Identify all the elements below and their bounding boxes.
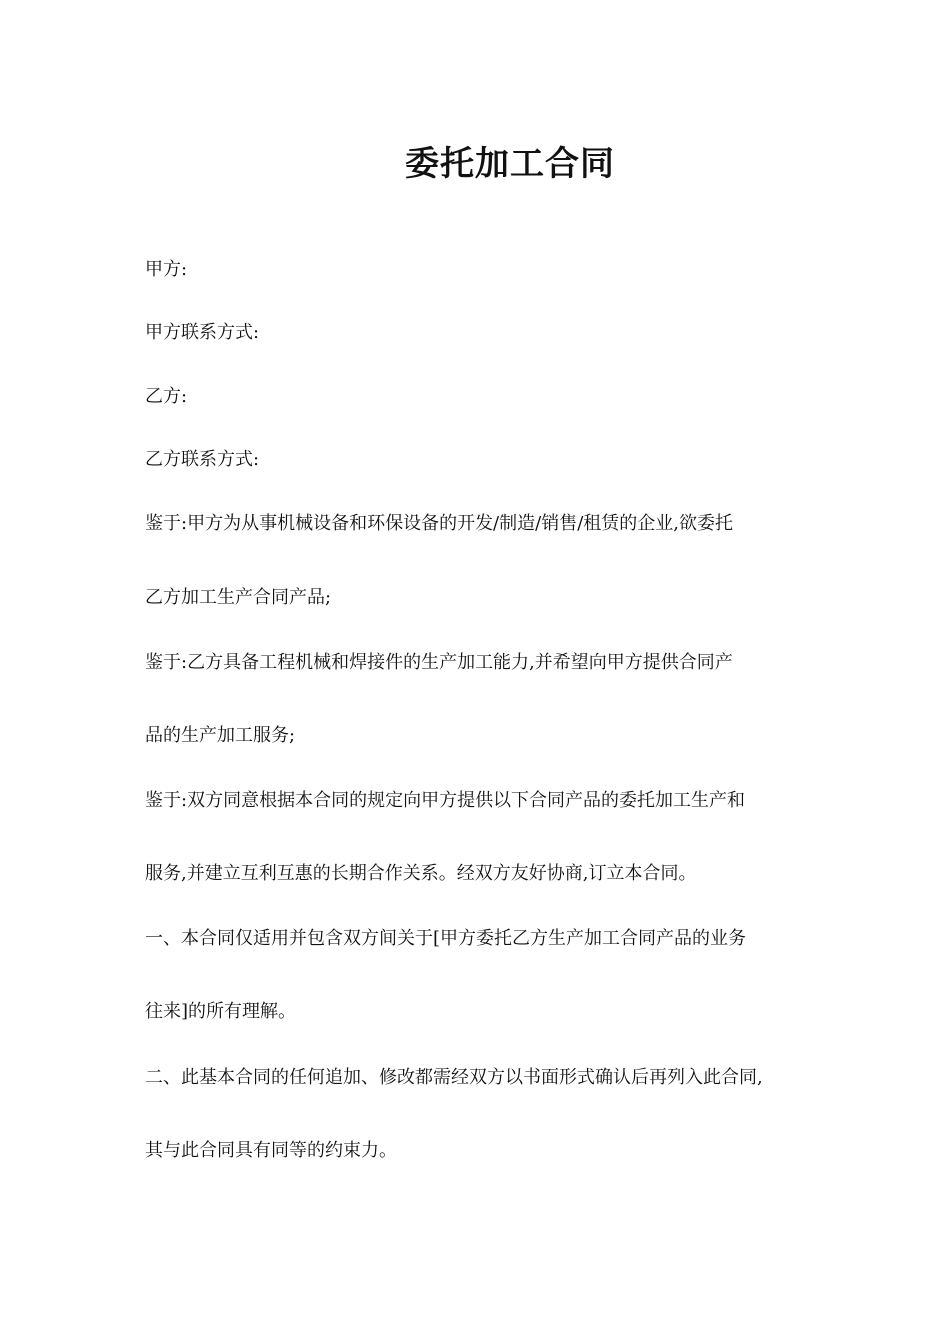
clause-2-line-2: 其与此合同具有同等的约束力。 <box>145 1140 397 1161</box>
recital-3-line-2: 服务,并建立互利互惠的长期合作关系。经双方友好协商,订立本合同。 <box>145 863 697 884</box>
party-b-label: 乙方: <box>145 386 188 407</box>
recital-1-line-1: 鉴于:甲方为从事机械设备和环保设备的开发/制造/销售/租赁的企业,欲委托 <box>145 513 733 534</box>
clause-1-line-1: 一、本合同仅适用并包含双方间关于[甲方委托乙方生产加工合同产品的业务 <box>145 928 747 949</box>
recital-2-line-1: 鉴于:乙方具备工程机械和焊接件的生产加工能力,并希望向甲方提供合同产 <box>145 652 733 673</box>
document-title: 委托加工合同 <box>405 144 615 184</box>
party-a-label: 甲方: <box>145 259 188 280</box>
clause-1-line-2: 往来]的所有理解。 <box>145 1001 297 1022</box>
recital-3-line-1: 鉴于:双方同意根据本合同的规定向甲方提供以下合同产品的委托加工生产和 <box>145 790 746 811</box>
clause-2-line-1: 二、此基本合同的任何追加、修改都需经双方以书面形式确认后再列入此合同, <box>145 1067 763 1088</box>
party-a-contact-label: 甲方联系方式: <box>145 322 260 343</box>
recital-2-line-2: 品的生产加工服务; <box>145 725 296 746</box>
party-b-contact-label: 乙方联系方式: <box>145 449 260 470</box>
recital-1-line-2: 乙方加工生产合同产品; <box>145 587 332 608</box>
